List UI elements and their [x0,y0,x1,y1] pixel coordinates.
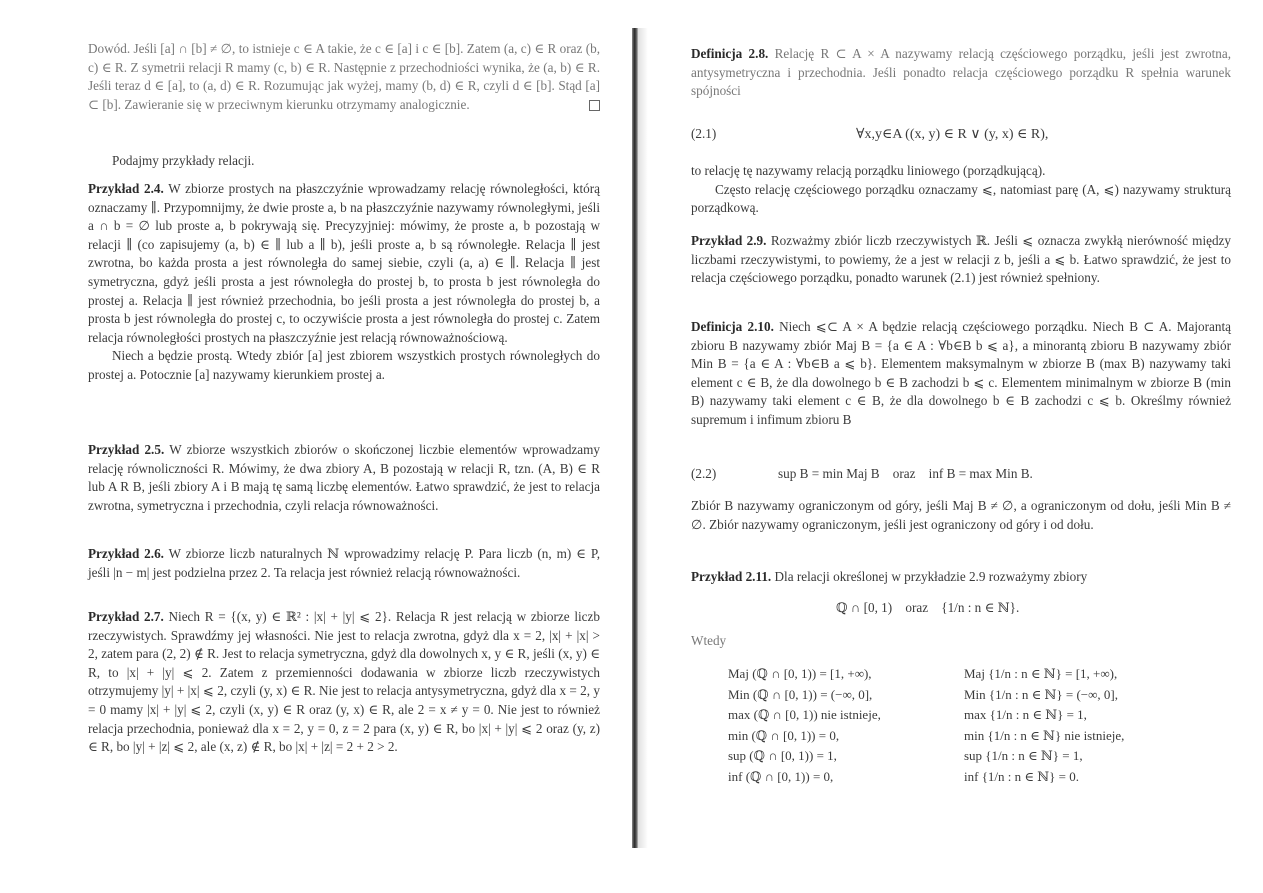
results-left-column [728,664,968,794]
intro-text: Podajmy przykłady relacji. [112,153,255,168]
example-heading: Przykład 2.9. [691,233,767,248]
proof-paragraph: Dowód. Jeśli [a] ∩ [b] ≠ ∅, to istnieje c ∈ A takie, że c ∈ [a] i c ∈ [b]. Zatem (a, c) ∈ R oraz (b, c) ∈ R. Z symetrii relacji R mamy (c, b) ∈ R. Następnie z przechodniości wynika, że (a, b) ∈ R. Jeśli teraz d ∈ [a], to (a, d) ∈ R. Rozumując jak wyżej, mamy (b, d) ∈ R, czyli d ∈ [b]. Stąd [a] ⊂ [b]. Zawieranie się w przeciwnym kierunku otrzymamy analogicznie. [88,41,600,112]
left-page [0,0,628,893]
result-row: sup (ℚ ∩ [0, 1)) = 1, [728,748,837,763]
result-row: inf (ℚ ∩ [0, 1)) = 0, [728,768,834,784]
definition-2-10-after: Zbiór B nazywamy ograniczonym od góry, jeśli Maj B ≠ ∅, a ograniczonym od dołu, jeśli Min B ≠ ∅. Zbiór nazywamy ograniczonym, jeśli jest ograniczony od góry i od dołu. [691,498,1231,532]
example-heading: Przykład 2.4. [88,181,164,196]
result-row: Min (ℚ ∩ [0, 1)) = (−∞, 0], [728,686,873,702]
then-label: Wtedy [691,633,727,648]
equation-2-1-label: (2.1) [691,126,717,141]
qed-symbol [589,100,600,111]
result-row: min {1/n : n ∈ ℕ} nie istnieje, [964,727,1125,743]
definition-2-10 [691,318,1231,430]
example-2-6 [88,545,600,582]
example-body: Niech R = {(x, y) ∈ ℝ² : |x| + |y| ⩽ 2}. Relacja R jest relacją w zbiorze liczb rzeczywistych. Sprawdźmy jej własności. Nie jest to relacja zwrotna, gdyż dla x = 2, |x| + |x| > 2, zatem para (2, 2) ∉ R. Jest to relacja symetryczna, gdyż dla dowolnych x, y ∈ R, jeśli (x, y) ∈ R, to |x| + |y| ⩽ 2. Zatem z przemienności dodawania w zbiorze liczb rzeczywistych otrzymujemy |y| + |x| ⩽ 2, czyli (y, x) ∈ R. Nie jest to relacja antysymetryczna, gdyż dla x = 2, y = 0 mamy |x| + |y| ⩽ 2, czyli (x, y) ∈ R oraz (y, x) ∈ R, ale 2 = x ≠ y = 0. Nie jest to również relacja przechodnia, ponieważ dla x = 2, y = 0, z = 2 para (x, y) ∈ R, bo |x| + |y| ⩽ 2 oraz (y, z) ∈ R, bo |y| + |z| ⩽ 2, ale (x, z) ∉ R, bo |x| + |z| = 2 + 2 > 2. [88,609,600,755]
example-heading: Przykład 2.11. [691,569,772,584]
equation-2-1: ∀x,y∈A ((x, y) ∈ R ∨ (y, x) ∈ R), [856,127,1049,142]
example-body: Dla relacji określonej w przykładzie 2.9 rozważymy zbiory [774,569,1088,584]
result-row: max (ℚ ∩ [0, 1)) nie istnieje, [728,707,881,722]
example-heading: Przykład 2.6. [88,546,164,561]
result-row: sup {1/n : n ∈ ℕ} = 1, [964,748,1083,763]
definition-body: Niech ⩽⊂ A × A będzie relacją częściowego porządku. Niech B ⊂ A. Majorantą zbioru B nazywamy zbiór Maj B = {a ∈ A : ∀b∈B b ⩽ a}, a minorantą zbioru B nazywamy zbiór Min B = {a ∈ A : ∀b∈B a ⩽ b}. Elementem maksymalnym w zbiorze B (max B) nazywamy taki element c ∈ B, że dla dowolnego b ∈ B zachodzi b ⩽ c. Elementem minimalnym w zbiorze B (min B) nazywamy taki element c ∈ B, że dla dowolnego b ∈ B zachodzi c ⩽ b. Określmy również supremum i infimum zbioru B [691,319,1231,427]
definition-heading: Definicja 2.10. [691,319,774,334]
definition-heading: Definicja 2.8. [691,46,769,61]
example-body: W zbiorze wszystkich zbiorów o skończonej liczbie elementów wprowadzamy relację równoliczności R. Mówimy, że dwa zbiory A, B pozostają w relacji R, tzn. (A, B) ∈ R lub A R B, jeśli zbiory A i B mają tę samą liczbę elementów. Łatwo sprawdzić, że jest to relacja zwrotna, symetryczna i przechodnia, czyli relacja równoważności. [88,442,600,513]
definition-2-8 [691,45,1231,101]
right-page [646,0,1263,893]
example-continuation: Niech a będzie prostą. Wtedy zbiór [a] jest zbiorem wszystkich prostych równoległych do prostej a. Potocznie [a] nazywamy kierunkiem prostej a. [88,348,600,382]
example-sets: ℚ ∩ [0, 1) oraz {1/n : n ∈ ℕ}. [836,600,1020,615]
result-row: max {1/n : n ∈ ℕ} = 1, [964,707,1087,722]
result-row: Maj (ℚ ∩ [0, 1)) = [1, +∞), [728,666,872,681]
equation-2-2: sup B = min Maj B oraz inf B = max Min B. [778,466,1033,481]
equation-2-2-label: (2.2) [691,466,717,481]
example-heading: Przykład 2.7. [88,609,164,624]
result-row: Maj {1/n : n ∈ ℕ} = [1, +∞), [964,666,1118,681]
example-2-7 [88,608,600,757]
example-2-5 [88,441,600,515]
example-body: W zbiorze prostych na płaszczyźnie wprowadzamy relację równoległości, którą oznaczamy ∥. Przypomnijmy, że dwie proste a, b na płaszczyźnie nazywamy równoległymi, jeśli a ∩ b = ∅ lub proste a, b pokrywają się. Precyzyjniej: mówimy, że proste a, b pozostają w relacji ∥ (co zapisujemy (a, b) ∈ ∥ lub a ∥ b), jeśli proste a, b są równoległe. Relacja ∥ jest zwrotna, bo każda prosta a jest równoległa do samej siebie, czyli (a, a) ∈ ∥. Relacja ∥ jest symetryczna, gdyż jeśli prosta a jest równoległa do prostej b, to prosta b jest równoległa do prostej a. Relacja ∥ jest również przechodnia, bo jeśli prosta a jest równoległa do prostej b, a prosta b jest równoległa do prostej c, to oczywiście prosta a jest równoległa do prostej c. Zatem relacja równoległości prostych na płaszczyźnie jest relacją równoważnościową. [88,181,600,345]
results-right-column [964,664,1204,794]
example-2-11 [691,568,1231,587]
example-body: Rozważmy zbiór liczb rzeczywistych ℝ. Jeśli ⩽ oznacza zwykłą nierówność między liczbami rzeczywistymi, to powiemy, że a jest w relacji z b, jeśli a ⩽ b. Łatwo sprawdzić, że jest to relacja częściowego porządku, ponadto warunek (2.1) jest również spełniony. [691,233,1231,286]
example-2-4 [88,180,600,385]
definition-body: Relację R ⊂ A × A nazywamy relacją częściowego porządku, jeśli jest zwrotna, antysymetryczna i przechodnia. Jeśli ponadto relacja częściowego porządku R spełnia warunek spójności [691,46,1231,99]
example-body: W zbiorze liczb naturalnych ℕ wprowadzimy relację P. Para liczb (n, m) ∈ P, jeśli |n − m| jest podzielna przez 2. Ta relacja jest również relacją równoważności. [88,546,600,580]
example-2-9 [691,232,1231,288]
result-row: min (ℚ ∩ [0, 1)) = 0, [728,727,840,743]
result-row: inf {1/n : n ∈ ℕ} = 0. [964,768,1079,784]
definition-2-8-after: to relację tę nazywamy relacją porządku liniowego (porządkującą). Często relację częściowego porządku oznaczamy ⩽, natomiast parę (A, ⩽) nazywamy strukturą porządkową. [691,163,1231,216]
example-heading: Przykład 2.5. [88,442,165,457]
result-row: Min {1/n : n ∈ ℕ} = (−∞, 0], [964,686,1118,702]
